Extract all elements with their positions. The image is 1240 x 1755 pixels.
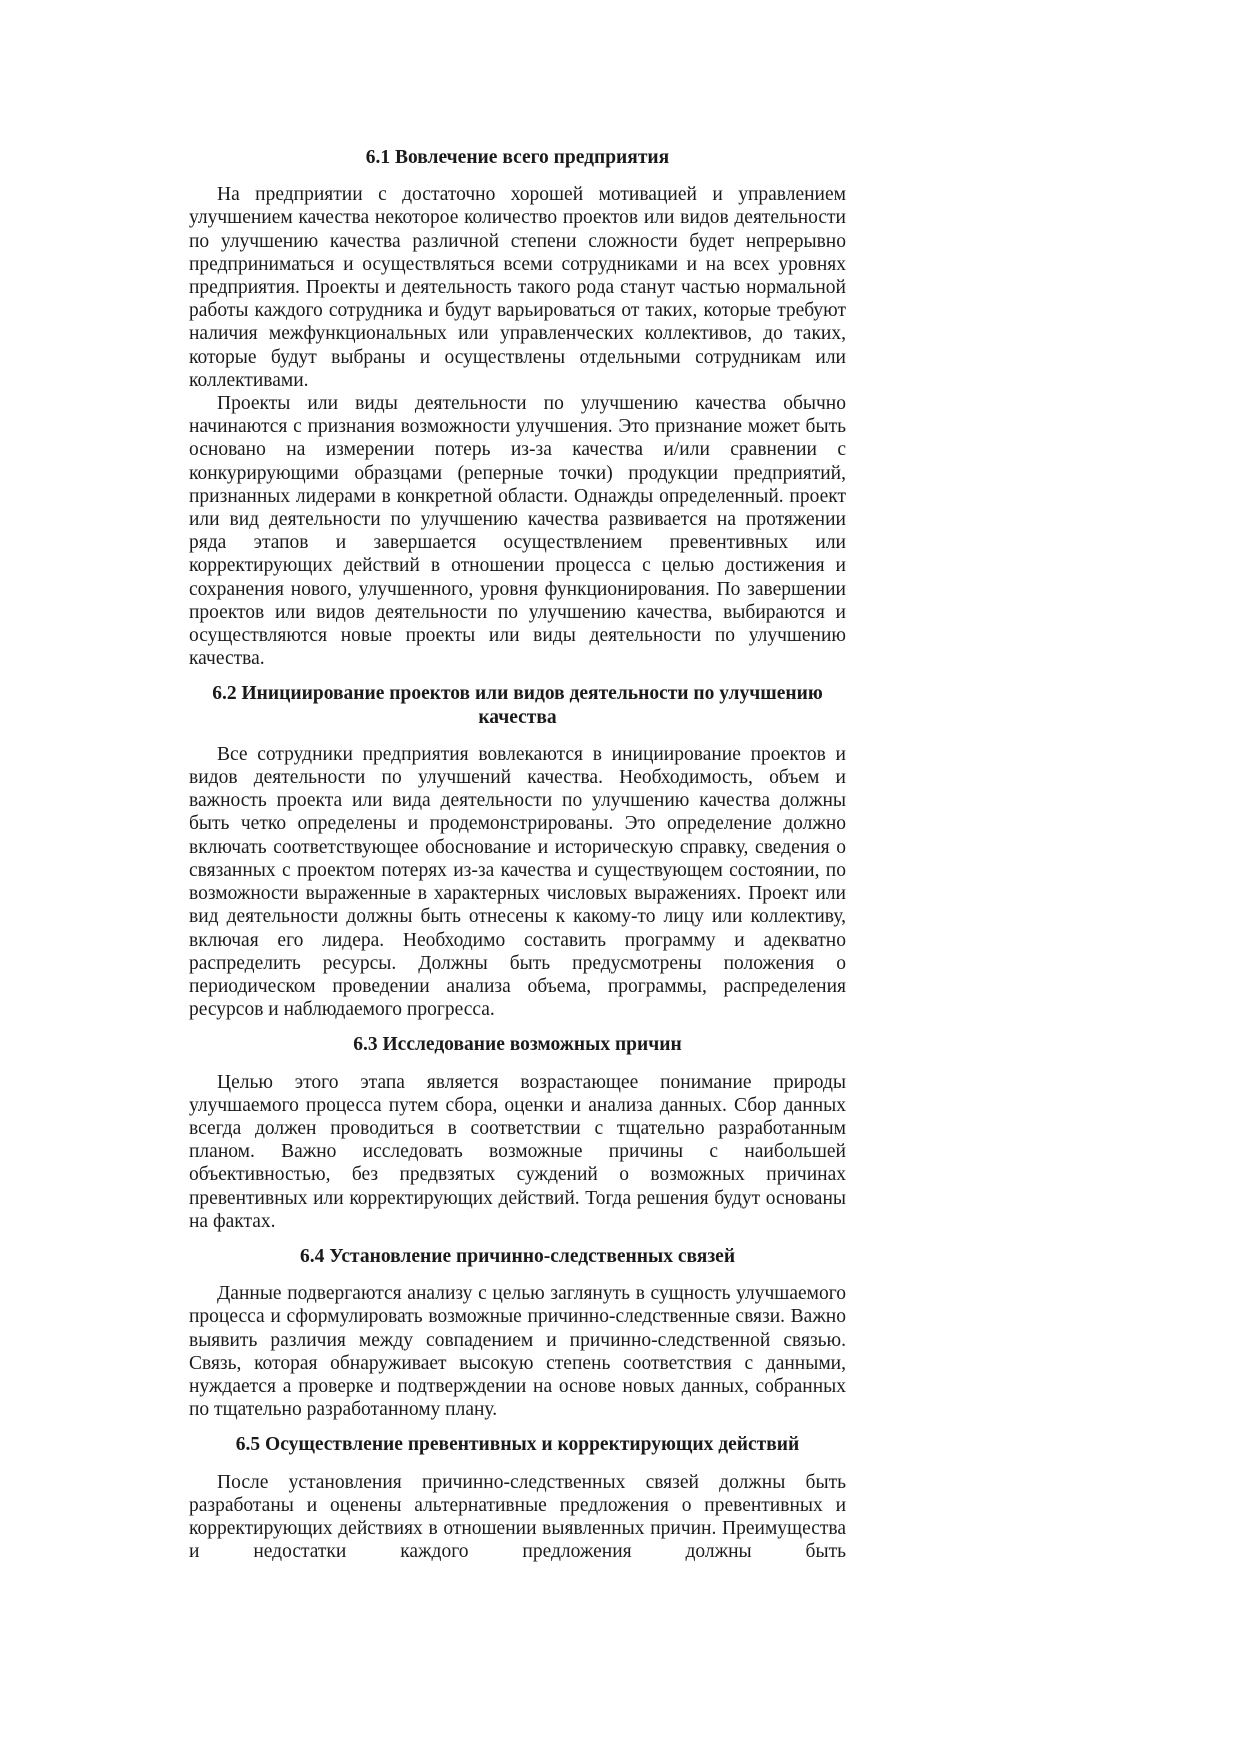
paragraph: На предприятии с достаточно хорошей мотивацией и управлением улучшением качества некоторое количество проектов или видов деятельности по улучшению качества различной степени сложности будет непрерывно предприниматься и осуществляться всеми сотрудниками и на всех уровнях предприятия. Проекты и деятельность такого рода станут частью нормальной работы каждого сотрудника и будут варьироваться от таких, которые требуют наличия межфункциональных или управленческих коллективов, до таких, которые будут выбраны и осуществлены отдельными сотрудникам или коллективами. [189,184,846,391]
document-page [189,146,846,1575]
paragraph: Целью этого этапа является возрастающее понимание природы улучшаемого процесса путем сбора, оценки и анализа данных. Сбор данных всегда должен проводиться в соответствии с тщательно разработанным планом. Важно исследовать возможные причины с наибольшей объективностью, без предвзятых суждений о возможных причинах превентивных или корректирующих действий. Тогда решения будут основаны на фактах. [189,1071,846,1232]
paragraph: После установления причинно-следственных связей должны быть разработаны и оценены альтернативные предложения о превентивных и корректирующих действиях в отношении выявленных причин. Преимущества и недостатки каждого предложения должны быть [189,1471,846,1563]
paragraph: Данные подвергаются анализу с целью заглянуть в сущность улучшаемого процесса и сформулировать возможные причинно-следственные связи. Важно выявить различия между совпадением и причинно-следственной связью. Связь, которая обнаруживает высокую степень соответствия с данными, нуждается а проверке и подтверждении на основе новых данных, собранных по тщательно разработанному плану. [189,1283,846,1421]
section-6-5 [189,1433,846,1563]
section-heading: 6.1 Вовлечение всего предприятия [365,147,670,168]
section-heading: 6.4 Установление причинно-следственных связей [299,1245,736,1267]
section-6-1 [189,146,846,670]
paragraph: Все сотрудники предприятия вовлекаются в инициирование проектов и видов деятельности по улучшений качества. Необходимость, объем и важность проекта или вида деятельности по улучшению качества должны быть четко определены и продемонстрированы. Это определение должно включать соответствующее обоснование и историческую справку, сведения о связанных с проектом потерях из-за качества и существующем состоянии, по возможности выраженные в характерных числовых выражениях. Проект или вид деятельности должны быть отнесены к какому-то лицу или коллективу, включая его лидера. Необходимо составить программу и адекватно распределить ресурсы. Должны быть предусмотрены положения о периодическом проведении анализа объема, программы, распределения ресурсов и наблюдаемого прогресса. [189,743,846,1021]
section-6-4 [189,1245,846,1421]
section-6-3 [189,1033,846,1233]
section-6-2 [189,682,846,1021]
section-heading: 6.3 Исследование возможных причин [353,1034,682,1056]
section-heading: 6.5 Осуществление превентивных и корректирующих действий [235,1434,800,1456]
section-heading: 6.2 Инициирование проектов или видов деятельности по улучшению качества [212,683,823,728]
paragraph: Проекты или виды деятельности по улучшению качества обычно начинаются с признания возможности улучшения. Это признание может быть основано на измерении потерь из-за качества и/или сравнении с конкурирующими образцами (реперные точки) продукции предприятий, признанных лидерами в конкретной области. Однажды определенный. проект или вид деятельности по улучшению качества развивается на протяжении ряда этапов и завершается осуществлением превентивных или корректирующих действий в отношении процесса с целью достижения и сохранения нового, улучшенного, уровня функционирования. По завершении проектов или видов деятельности по улучшению качества, выбираются и осуществляются новые проекты или виды деятельности по улучшению качества. [189,393,846,670]
